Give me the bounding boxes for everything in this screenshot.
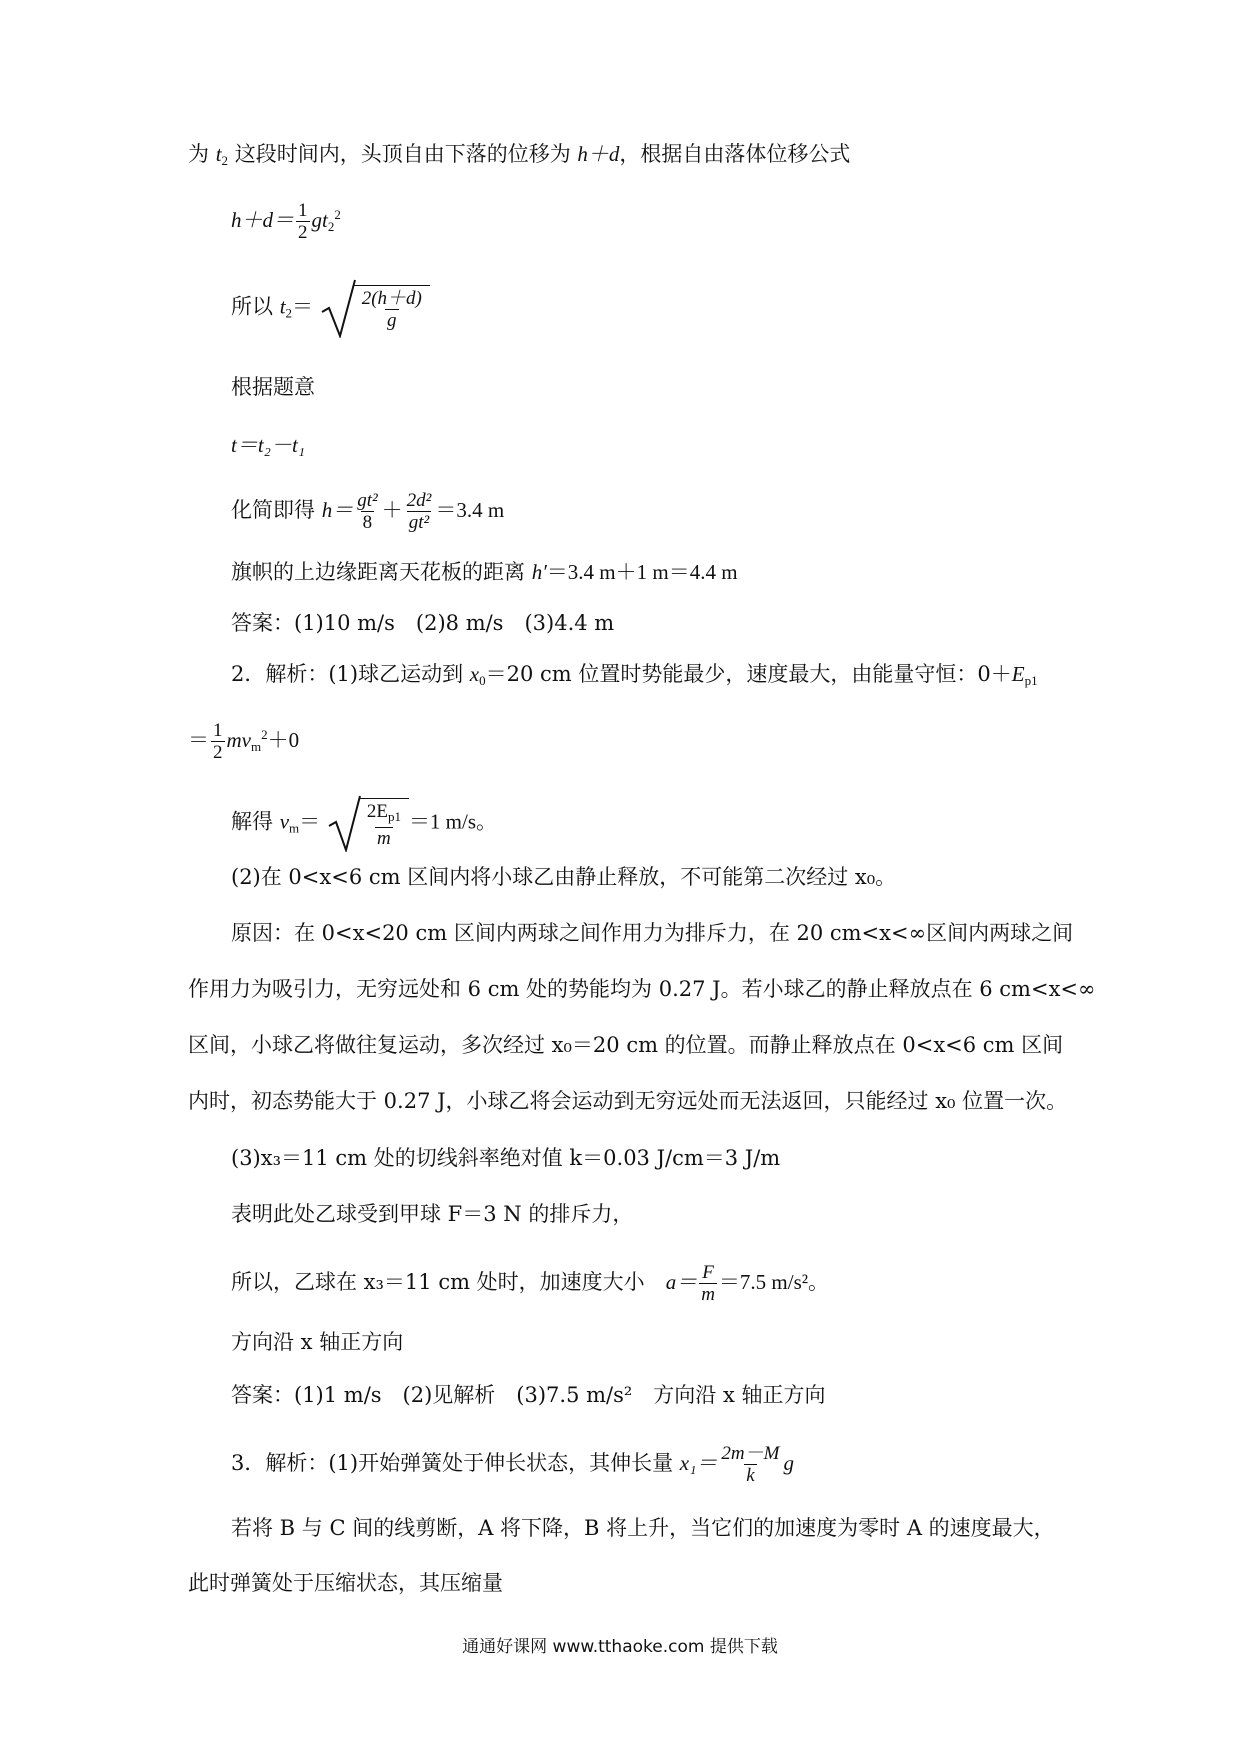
text: 为: [188, 142, 216, 166]
answer-1: 答案：(1)10 m/s (2)8 m/s (3)4.4 m: [231, 611, 615, 635]
line-24: 此时弹簧处于压缩状态，其压缩量: [188, 1571, 503, 1595]
subscript: 0: [479, 673, 486, 688]
subscript: m: [251, 739, 262, 754]
equals: ＝: [299, 809, 321, 834]
superscript: 2: [334, 207, 341, 222]
text: ，根据自由落体位移公式: [619, 142, 851, 166]
equals: ＝: [188, 728, 209, 752]
var-mv: mv: [226, 728, 251, 752]
line-18: 表明此处乙球受到甲球 F＝3 N 的排斥力，: [231, 1202, 634, 1226]
numerator: 2d²: [406, 490, 432, 511]
plus: ＋: [381, 498, 403, 522]
line-14: 作用力为吸引力，无穷远处和 6 cm 处的势能均为 0.27 J。若小球乙的静止释放点在 6 cm<x<∞: [188, 977, 1096, 1001]
denominator: 2: [213, 742, 223, 763]
fraction-half: [296, 200, 310, 243]
square-root: [327, 794, 409, 852]
text: 3．解析：(1)开始弹簧处于伸长状态，其伸长量: [231, 1451, 680, 1475]
numerator: 2(h＋d): [361, 288, 422, 309]
radical-sign-icon: [327, 794, 361, 852]
superscript: 2: [261, 727, 268, 742]
equation-lhs: h＋d＝: [231, 208, 294, 232]
denominator: 8: [362, 512, 373, 533]
denominator: k: [746, 1465, 755, 1486]
text: 化简即得: [231, 498, 322, 522]
footer-watermark: 通通好课网 www.tthaoke.com 提供下载: [462, 1637, 778, 1657]
var-v: v: [279, 809, 290, 834]
numerator: 2m－M: [721, 1443, 780, 1464]
var-x1: x₁＝: [679, 1451, 718, 1475]
line-6-equation: [231, 490, 504, 533]
line-1: [188, 139, 850, 176]
line-9: [231, 659, 1038, 696]
denominator: gt²: [408, 512, 430, 533]
result: ＝3.4 m: [435, 498, 505, 522]
line-16: 内时，初态势能大于 0.27 J，小球乙将会运动到无穷远处而无法返回，只能经过 x₀ 位置一次。: [188, 1089, 1068, 1113]
line-11-equation: [231, 794, 497, 852]
denominator: m: [701, 1284, 715, 1305]
equals: ＝: [292, 294, 314, 319]
subscript: m: [289, 820, 300, 836]
answer-2: 答案：(1)1 m/s (2)见解析 (3)7.5 m/s² 方向沿 x 轴正方向: [231, 1383, 826, 1407]
numerator: 1: [298, 200, 308, 221]
var-a: a＝: [665, 1270, 698, 1294]
numerator: 2E: [366, 800, 388, 822]
line-20: 方向沿 x 轴正方向: [231, 1330, 404, 1354]
denominator: g: [387, 310, 397, 331]
text: 解得: [231, 809, 280, 834]
square-root: [320, 278, 430, 338]
var-t: t: [215, 142, 222, 166]
numerator: gt²: [357, 490, 378, 511]
line-4: 根据题意: [231, 375, 315, 399]
line-2-equation: [231, 200, 341, 243]
denominator: 2: [298, 222, 308, 243]
text: 所以: [231, 294, 280, 319]
line-12: (2)在 0<x<6 cm 区间内将小球乙由静止释放，不可能第二次经过 x₀。: [231, 865, 897, 889]
var-gt: gt: [311, 208, 328, 232]
line-5-equation: t＝t₂－t₁: [231, 433, 306, 457]
line-10-equation: [188, 720, 299, 763]
var-x: x: [469, 662, 480, 686]
var-h-prime: h′: [531, 560, 547, 584]
line-13: 原因：在 0<x<20 cm 区间内两球之间作用力为排斥力，在 20 cm<x<∞区间内两球之间: [231, 921, 1074, 945]
var-h: h＝: [321, 498, 354, 522]
var-g: g: [783, 1451, 794, 1475]
denominator: m: [377, 827, 391, 849]
text: 这段时间内，头顶自由下落的位移为: [228, 142, 578, 166]
subscript: p1: [387, 808, 401, 824]
numerator: 1: [213, 720, 223, 741]
line-22-equation: [231, 1443, 794, 1486]
line-7: [231, 557, 738, 587]
subscript: 2: [285, 305, 293, 321]
text: 2．解析：(1)球乙运动到: [231, 662, 470, 686]
radical-sign-icon: [320, 278, 356, 338]
text: 旗帜的上边缘距离天花板的距离: [231, 560, 532, 584]
line-19-equation: [231, 1262, 829, 1305]
subscript: p1: [1024, 673, 1038, 688]
text: 所以，乙球在 x₃＝11 cm 处时，加速度大小: [231, 1270, 666, 1294]
result: ＝1 m/s。: [408, 809, 498, 834]
line-15: 区间，小球乙将做往复运动，多次经过 x₀＝20 cm 的位置。而静止释放点在 0<x<6 cm 区间: [188, 1033, 1064, 1057]
subscript: 2: [327, 219, 335, 234]
var-E: E: [1011, 662, 1025, 686]
text: ＋0: [267, 728, 300, 752]
line-17: (3)x₃＝11 cm 处的切线斜率绝对值 k＝0.03 J/cm＝3 J/m: [231, 1146, 781, 1170]
expr-h-plus-d: h＋d: [577, 142, 620, 166]
subscript: 2: [221, 153, 229, 168]
text: ＝20 cm 位置时势能最少，速度最大，由能量守恒：0＋: [485, 662, 1012, 686]
result: ＝7.5 m/s²。: [718, 1270, 830, 1294]
numerator: F: [702, 1262, 714, 1283]
line-3-equation: [231, 278, 430, 338]
var-t: t: [279, 294, 286, 319]
result: ＝3.4 m＋1 m＝4.4 m: [546, 560, 738, 584]
line-23: 若将 B 与 C 间的线剪断，A 将下降，B 将上升，当它们的加速度为零时 A 的速度最大，: [231, 1516, 1055, 1540]
